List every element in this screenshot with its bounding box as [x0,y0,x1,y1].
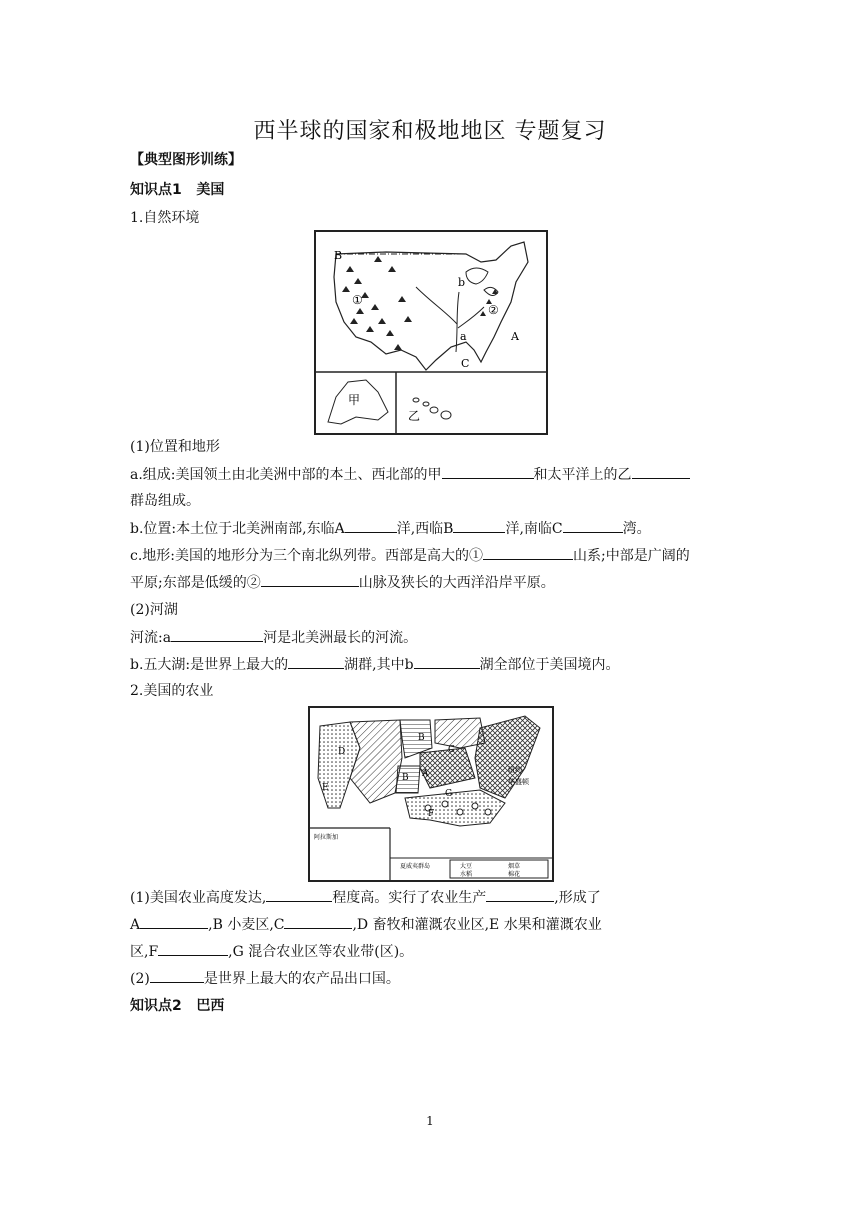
map1-label-A: A [511,330,519,343]
kp1-label: 知识点1 [130,182,182,198]
q1-c-line-2 [130,572,555,593]
knowledge-point-1-heading [130,180,224,200]
map2-label-alaska: 阿拉斯加 [314,834,339,841]
q1-heading: (1)位置和地形 [130,439,220,455]
blank-jia[interactable] [442,464,534,479]
blank-ocean-b[interactable] [453,518,505,533]
map1-label-b: b [458,276,466,289]
blank-river-a[interactable] [171,627,263,642]
blank-zone-f[interactable] [158,941,228,956]
q3-text-4: A [130,917,141,933]
kp1-name: 美国 [196,182,225,198]
us-physical-map-drawing [316,232,546,433]
section-heading: 【典型图形训练】 [130,152,242,168]
q1-b-text-3: 洋,南临C [505,521,563,537]
legend-soybean: 大豆 [460,863,473,870]
blank-zone-c[interactable] [284,914,352,929]
q1-c-text-3: 平原;东部是低缓的② [130,575,261,591]
q3-line-3 [130,941,413,962]
q3-line-2 [130,914,602,935]
q2-river-line [130,627,417,648]
q3-text-8: ,G 混合农业区等农业带(区)。 [228,944,414,960]
blank-ocean-a[interactable] [345,518,397,533]
map1-label-B: B [334,249,343,262]
map1-label-C: C [461,357,470,370]
q3-text-5: ,B 小麦区,C [208,917,285,933]
knowledge-point-2-heading [130,996,224,1016]
q3-line-1 [130,887,601,908]
map2-label-G: G [445,789,453,799]
q2-lakes-text-2: 湖群,其中b [344,657,414,673]
map2-label-B-north: B [418,733,425,743]
map2-label-C: C [448,745,455,755]
q1-a-line [130,464,690,485]
blank-zone-a[interactable] [140,914,208,929]
q1-c-text-1: c.地形:美国的地形分为三个南北纵列带。西部是高大的① [130,548,484,564]
map2-label-D-west: D [338,747,346,757]
us-physical-map [314,230,548,435]
q2-lakes-text-1: b.五大湖:是世界上最大的 [130,657,289,673]
blank-degree[interactable] [266,887,332,902]
q1-b-line [130,518,651,539]
map2-label-washington: 华盛顿 [508,778,529,786]
blank-exporter[interactable] [150,968,204,983]
map1-label-circle-2: ② [488,303,499,317]
q2-lakes-text-3: 湖全部位于美国境内。 [479,657,620,673]
blank-mountains-2[interactable] [261,572,359,587]
blank-specialization[interactable] [486,887,554,902]
map2-label-E: E [322,783,329,793]
map2-label-newyork: 纽约 [508,766,522,774]
map2-label-A: A [422,769,429,779]
map1-label-circle-1: ① [352,293,363,307]
q1-a-text-2: 和太平洋上的乙 [533,467,632,483]
q1-b-text-1: b.位置:本土位于北美洲南部,东临A [130,521,345,537]
blank-gulf-c[interactable] [563,518,623,533]
q3-text-7: 区,F [130,944,159,960]
q1-c-line [130,545,690,566]
us-agriculture-map-drawing [310,708,552,880]
us-agriculture-map [308,706,554,882]
q1-b-text-2: 洋,西临B [396,521,454,537]
q3-text-3: ,形成了 [554,890,601,906]
q3-text-2: 程度高。实行了农业生产 [332,890,487,906]
kp2-name: 巴西 [196,998,225,1014]
map1-label-a: a [460,330,467,343]
q4-line [130,968,400,989]
q1-c-text-4: 山脉及狭长的大西洋沿岸平原。 [358,575,555,591]
q3-text-6: ,D 畜牧和灌溉农业区,E 水果和灌溉农业 [352,917,602,933]
map2-label-B-south: B [402,773,409,783]
q4-text-2: 是世界上最大的农产品出口国。 [203,971,400,987]
section-2-heading: 2.美国的农业 [130,683,214,699]
q2-river-text-2: 河是北美洲最长的河流。 [263,630,418,646]
q1-a-text-1: a.组成:美国领土由北美洲中部的本土、西北部的甲 [130,467,442,483]
map2-legend [450,860,548,878]
legend-rice: 水稻 [460,871,473,878]
blank-lake-type[interactable] [288,654,344,669]
q2-lakes-line [130,654,620,675]
legend-cotton: 棉花 [508,871,521,878]
blank-yi[interactable] [632,464,690,479]
map2-label-hawaii: 夏威夷群岛 [400,863,431,870]
map1-label-yi: 乙 [408,409,421,423]
q4-text-1: (2) [130,971,150,987]
legend-tobacco: 烟草 [508,863,521,870]
q3-text-1: (1)美国农业高度发达, [130,890,267,906]
section-1-heading: 1.自然环境 [130,210,200,226]
blank-mountains-1[interactable] [483,545,573,560]
map2-label-F: F [428,809,435,819]
q2-river-text-1: 河流:a [130,630,172,646]
q1-b-text-4: 湾。 [622,521,651,537]
q2-heading: (2)河湖 [130,602,178,618]
page-title: 西半球的国家和极地地区 专题复习 [253,119,607,144]
kp2-label: 知识点2 [130,998,182,1014]
blank-lake-b[interactable] [414,654,480,669]
page-number: 1 [426,1114,434,1128]
q1-a-line-2: 群岛组成。 [130,493,200,509]
map1-label-jia: 甲 [348,393,361,407]
q1-c-text-2: 山系;中部是广阔的 [573,548,690,564]
